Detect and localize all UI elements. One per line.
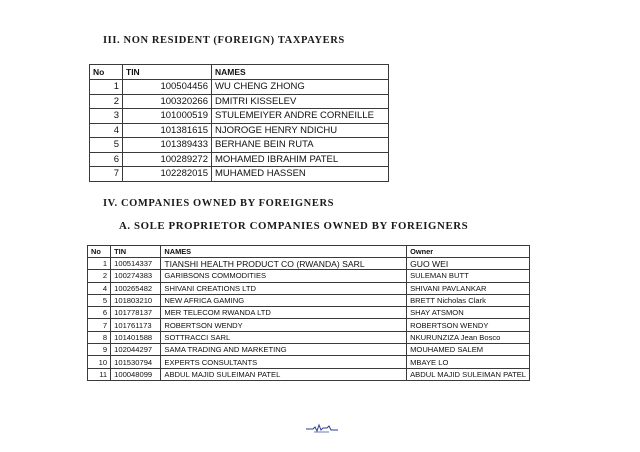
cell-no: 2	[90, 94, 123, 109]
table-row	[88, 307, 530, 319]
cell-no: 4	[90, 123, 123, 138]
sole-proprietor-companies-table	[87, 245, 530, 381]
cell-name: NEW AFRICA GAMING	[161, 294, 407, 306]
column-header-no: No	[88, 246, 111, 258]
cell-name: TIANSHI HEALTH PRODUCT CO (RWANDA) SARL	[161, 258, 407, 270]
cell-no: 8	[88, 331, 111, 343]
cell-tin: 100514337	[111, 258, 161, 270]
table-row	[88, 356, 530, 368]
cell-name: SHIVANI CREATIONS LTD	[161, 282, 407, 294]
signature-mark	[305, 422, 339, 434]
non-resident-taxpayers-table	[89, 64, 389, 182]
cell-no: 6	[90, 152, 123, 167]
cell-owner: SHAY ATSMON	[407, 307, 530, 319]
cell-no: 3	[90, 109, 123, 124]
cell-tin: 101381615	[123, 123, 212, 138]
cell-owner: ROBERTSON WENDY	[407, 319, 530, 331]
cell-owner: BRETT Nicholas Clark	[407, 294, 530, 306]
cell-owner: MOUHAMED SALEM	[407, 344, 530, 356]
cell-name: BERHANE BEIN RUTA	[212, 138, 389, 153]
cell-no: 2	[88, 270, 111, 282]
section-iii-heading: III. NON RESIDENT (FOREIGN) TAXPAYERS	[103, 35, 345, 46]
table-row	[88, 258, 530, 270]
cell-owner: GUO WEI	[407, 258, 530, 270]
cell-name: ABDUL MAJID SULEIMAN PATEL	[161, 368, 407, 380]
cell-name: MUHAMED HASSEN	[212, 167, 389, 182]
cell-name: SOTTRACCI SARL	[161, 331, 407, 343]
cell-no: 9	[88, 344, 111, 356]
cell-tin: 101778137	[111, 307, 161, 319]
cell-tin: 101000519	[123, 109, 212, 124]
cell-no: 1	[88, 258, 111, 270]
cell-name: GARIBSONS COMMODITIES	[161, 270, 407, 282]
table-row	[88, 270, 530, 282]
cell-name: SAMA TRADING AND MARKETING	[161, 344, 407, 356]
cell-owner: MBAYE LO	[407, 356, 530, 368]
cell-name: MOHAMED IBRAHIM PATEL	[212, 152, 389, 167]
cell-tin: 101803210	[111, 294, 161, 306]
column-header-tin: TIN	[123, 65, 212, 80]
table-row	[90, 138, 389, 153]
cell-name: WU CHENG ZHONG	[212, 80, 389, 95]
column-header-names: NAMES	[212, 65, 389, 80]
table-row	[88, 294, 530, 306]
table-row	[90, 152, 389, 167]
column-header-tin: TIN	[111, 246, 161, 258]
cell-no: 1	[90, 80, 123, 95]
cell-no: 7	[90, 167, 123, 182]
cell-owner: SHIVANI PAVLANKAR	[407, 282, 530, 294]
table-header-row	[90, 65, 389, 80]
cell-tin: 101761173	[111, 319, 161, 331]
cell-tin: 101389433	[123, 138, 212, 153]
table-row	[88, 344, 530, 356]
cell-tin: 102044297	[111, 344, 161, 356]
table-header-row	[88, 246, 530, 258]
cell-tin: 102282015	[123, 167, 212, 182]
table-row	[90, 80, 389, 95]
cell-name: NJOROGE HENRY NDICHU	[212, 123, 389, 138]
table-row	[90, 123, 389, 138]
cell-tin: 100048099	[111, 368, 161, 380]
cell-name: MER TELECOM RWANDA LTD	[161, 307, 407, 319]
cell-tin: 100320266	[123, 94, 212, 109]
cell-no: 7	[88, 319, 111, 331]
cell-no: 5	[88, 294, 111, 306]
column-header-owner: Owner	[407, 246, 530, 258]
cell-no: 10	[88, 356, 111, 368]
cell-name: DMITRI KISSELEV	[212, 94, 389, 109]
section-iv-heading: IV. COMPANIES OWNED BY FOREIGNERS	[103, 198, 335, 209]
cell-tin: 101530794	[111, 356, 161, 368]
table-row	[90, 167, 389, 182]
table-row	[88, 319, 530, 331]
column-header-no: No	[90, 65, 123, 80]
cell-no: 6	[88, 307, 111, 319]
column-header-names: NAMES	[161, 246, 407, 258]
table-row	[88, 282, 530, 294]
cell-tin: 100504456	[123, 80, 212, 95]
cell-no: 11	[88, 368, 111, 380]
cell-name: ROBERTSON WENDY	[161, 319, 407, 331]
cell-no: 4	[88, 282, 111, 294]
cell-no: 5	[90, 138, 123, 153]
cell-tin: 100274383	[111, 270, 161, 282]
section-iv-a-subheading: A. SOLE PROPRIETOR COMPANIES OWNED BY FOREIGNERS	[119, 220, 469, 232]
cell-owner: NKURUNZIZA Jean Bosco	[407, 331, 530, 343]
table-row	[88, 331, 530, 343]
cell-owner: ABDUL MAJID SULEIMAN PATEL	[407, 368, 530, 380]
cell-tin: 100265482	[111, 282, 161, 294]
cell-owner: SULEMAN BUTT	[407, 270, 530, 282]
cell-tin: 100289272	[123, 152, 212, 167]
table-row	[88, 368, 530, 380]
table-row	[90, 109, 389, 124]
cell-tin: 101401588	[111, 331, 161, 343]
cell-name: EXPERTS CONSULTANTS	[161, 356, 407, 368]
cell-name: STULEMEIYER ANDRE CORNEILLE	[212, 109, 389, 124]
table-row	[90, 94, 389, 109]
